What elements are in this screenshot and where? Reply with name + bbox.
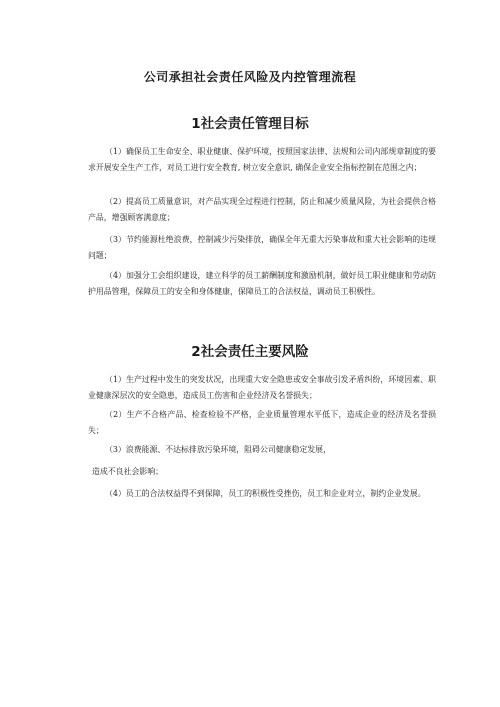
risk-paragraph-1: （1）生产过程中发生的突发状况，出现重大安全隐患或安全事故引发矛盾纠纷，环境因素、职业健康深层次的安全隐患，造成员工伤害和企业经济及名誉损失； <box>88 375 436 400</box>
goal-paragraph-2: （2）提高员工质量意识，对产品实现全过程进行控制，防止和减少质量风险，为社会提供合格产品，增强顾客满意度； <box>88 197 436 222</box>
document-title: 公司承担社会责任风险及内控管理流程 <box>143 70 357 84</box>
goal-paragraph-4: （4）加强分工会组织建设，建立科学的员工薪酬制度和激励机制，做好员工职业健康和劳动防护用品管理，保障员工的安全和身体健康，保障员工的合法权益，调动员工积极性。 <box>88 271 436 296</box>
risk-paragraph-2: （2）生产不合格产品、检查检验不严格，企业质量管理水平低下，造成企业的经济及名誉损失； <box>88 410 436 435</box>
section-heading-management-goals: 1社会责任管理目标 <box>191 116 309 132</box>
goal-paragraph-1: （1）确保员工生命安全、职业健康、保护环境，按照国家法律、法规和公司内部规章制度的要求开展安全生产工作，对员工进行安全教育, 树立安全意识, 确保企业安全指标控制在范围之内； <box>88 147 436 172</box>
risk-paragraph-3-continued: 造成不良社会影响； <box>92 467 164 476</box>
section-heading-main-risks: 2社会责任主要风险 <box>191 344 309 360</box>
risk-paragraph-4: （4）员工的合法权益得不到保障，员工的积极性受挫伤，员工和企业对立，制约企业发展。 <box>105 489 426 498</box>
goal-paragraph-3: （3）节约能源杜绝浪费，控制减少污染排放，确保全年无重大污染事故和重大社会影响的违规问题； <box>88 235 436 260</box>
risk-paragraph-3: （3）浪费能源、不达标排放污染环境，阻碍公司健康稳定发展， <box>105 445 331 454</box>
